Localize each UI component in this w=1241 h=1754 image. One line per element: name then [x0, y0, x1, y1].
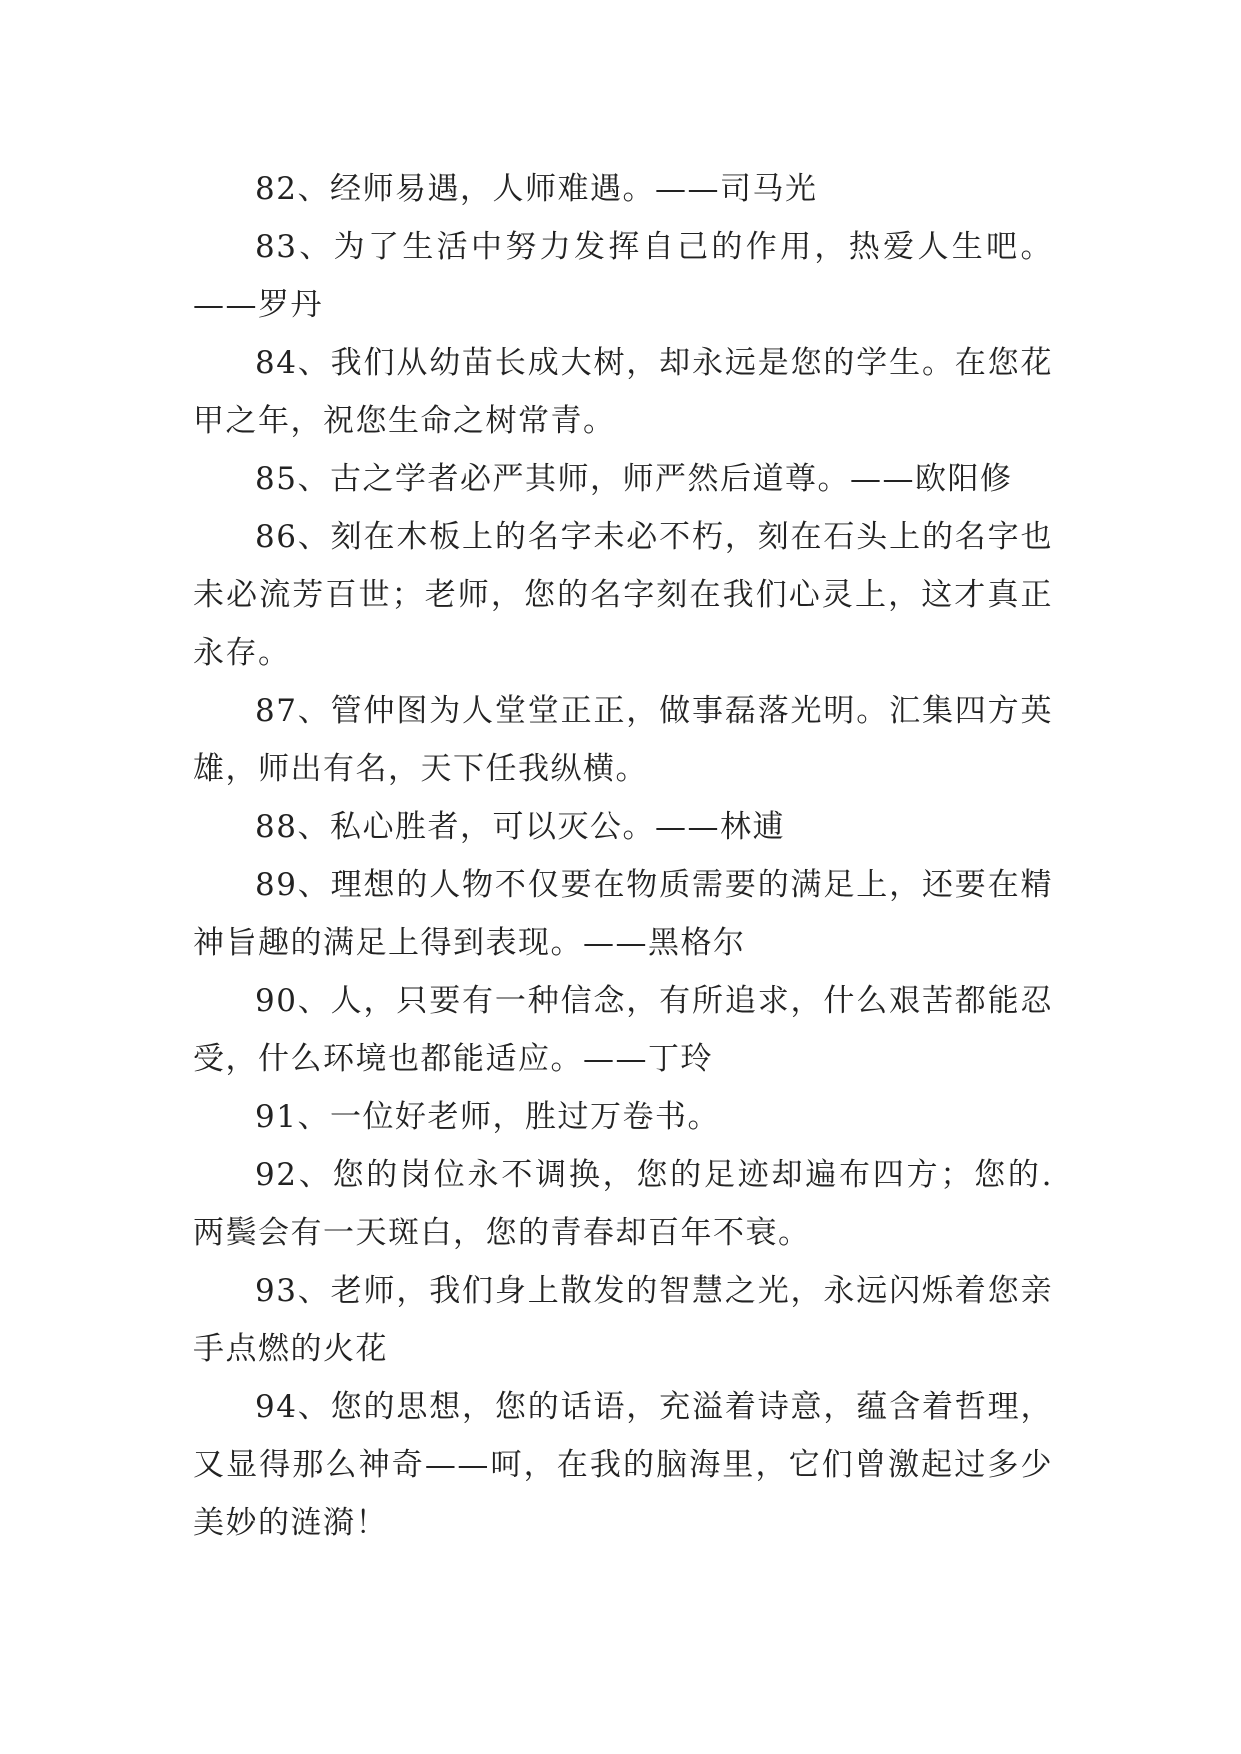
- paragraph-82: 82、经师易遇，人师难遇。——司马光: [255, 171, 818, 207]
- paragraph-86: 86、刻在木板上的名字未必不朽，刻在石头上的名字也未必流芳百世；老师，您的名字刻在我们心灵上，这才真正永存。: [193, 519, 1053, 671]
- paragraph-88: 88、私心胜者，可以灭公。——林逋: [255, 809, 785, 845]
- paragraph-83: 83、为了生活中努力发挥自己的作用，热爱人生吧。——罗丹: [193, 229, 1053, 323]
- paragraph-87: 87、管仲图为人堂堂正正，做事磊落光明。汇集四方英雄，师出有名，天下任我纵横。: [193, 693, 1053, 787]
- document-body: [193, 160, 1053, 1552]
- paragraph-84: 84、我们从幼苗长成大树，却永远是您的学生。在您花甲之年，祝您生命之树常青。: [193, 345, 1053, 439]
- paragraph-85: 85、古之学者必严其师，师严然后道尊。——欧阳修: [255, 461, 1013, 497]
- paragraph-92: 92、您的岗位永不调换，您的足迹却遍布四方；您的.两鬓会有一天斑白，您的青春却百年不衰。: [193, 1157, 1053, 1251]
- paragraph-94: 94、您的思想，您的话语，充溢着诗意，蕴含着哲理，又显得那么神奇——呵，在我的脑海里，它们曾激起过多少美妙的涟漪！: [193, 1389, 1053, 1541]
- paragraph-89: 89、理想的人物不仅要在物质需要的满足上，还要在精神旨趣的满足上得到表现。——黑格尔: [193, 867, 1053, 961]
- paragraph-93: 93、老师，我们身上散发的智慧之光，永远闪烁着您亲手点燃的火花: [193, 1273, 1053, 1367]
- paragraph-90: 90、人，只要有一种信念，有所追求，什么艰苦都能忍受，什么环境也都能适应。——丁玲: [193, 983, 1053, 1077]
- paragraph-91: 91、一位好老师，胜过万卷书。: [255, 1099, 720, 1135]
